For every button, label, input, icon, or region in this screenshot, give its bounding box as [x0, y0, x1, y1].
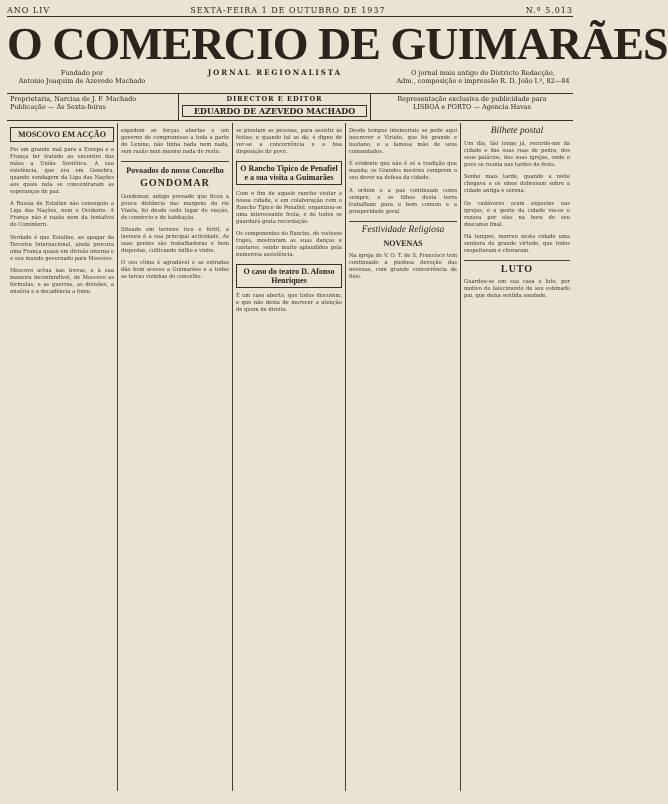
article-columns [7, 123, 573, 791]
owner-info: Proprietaria, Narcisa de J. F. Machado Publicação — Ás Sexta-feiras [7, 94, 179, 120]
year-label: ANO LIV [7, 5, 51, 15]
top-line [7, 4, 573, 17]
section-title: Povoados do nosso Concelho [126, 166, 224, 176]
divider [121, 161, 229, 162]
article-text: Moscovo actua nas trevas, e à sua maneira inconfundível, de Moscovo as fórmulas, e as guerras, as divisões, a miséria e a decadência a fome. [10, 267, 114, 295]
newspaper-page [7, 4, 668, 796]
article-text: Há tempos, morreu nesta cidade uma senhora de grande virtude, que todos respeitavam e choraram. [464, 233, 570, 254]
article-text: O seu clima é agradável e as estradas dão bom acesso a Guimarães e a todas as terras vizinhas do concelho. [121, 259, 229, 280]
article-text: A Russia de Estaline não conseguiu a Liga das Nações, nem o Ocidente. A França não é razão nem da tentativa do Comintern. [10, 201, 114, 229]
article-text: Os cadáveres eram expostos nas igrejas, e a gente da cidade via-os e rezava por eles na hora do seu descanso final. [464, 200, 570, 228]
oldest-paper-info: O jornal mais antigo do Districto Redacção, Adm., composição e impressão R. D. João I.º, 82—84 [396, 69, 570, 85]
section-title: LUTO [500, 263, 534, 275]
section-subtitle: NOVENAS [383, 238, 423, 248]
article-title: MOSCOVO EM ACÇÃO [10, 127, 114, 142]
divider [464, 260, 570, 261]
newspaper-title: O COMERCIO DE GUIMARÃES [7, 18, 668, 69]
section-title: Festividade Religiosa [361, 224, 445, 235]
info-bar [7, 93, 573, 121]
article-text: É um caso aberto, que todos discutem, e que não deixa de merecer a atenção de quem de direito. [236, 293, 342, 314]
section-title: O caso do teatro D. Afonso Henriques [236, 264, 342, 288]
section-subtitle: GONDOMAR [140, 178, 210, 190]
director-box [179, 94, 371, 120]
column-3 [233, 123, 346, 791]
article-text: Na igreja do V. O. T. de S. Francisco tem continuado a piedosa devoção das novenas, com grande concorrência de fiéis. [349, 252, 457, 280]
article-text: Verdade é que Estaline, ao apagar da Terceira Internacional, ainda procura uma França quase em divisão interna e o seu mundo governado para Moscovo. [10, 234, 114, 262]
article-text: A ordem e a paz continuam como sempre, e os filhos desta terra trabalham para o bem comum e a prosperidade geral. [349, 187, 457, 215]
article-text: Desde tempos imemoriais se pode aqui inscrever o Viriato, que foi grande e lusitano, e a famosa mão de seus comandados. [349, 128, 457, 156]
article-text: Sonhe mais tarde, quando a noite chegava e os sinos dobravam sobre a cidade antiga e serena. [464, 174, 570, 195]
section-title: O Rancho Tipico de Penafiel e a sua visita a Guimarães [236, 161, 342, 185]
issue-number: N.º 5.013 [525, 5, 573, 15]
article-text: Guardou-se em sua casa o luto, por motivo do falecimento de seu estimado pai, que deixa sentida saudade. [464, 279, 570, 300]
article-title: Bilhete postal [490, 126, 544, 136]
subtitle: JORNAL REGIONALISTA [207, 68, 343, 77]
article-text: expedem as forças abertas e um governo de compromisso a toda a parte do Lenine, não tinha nada nem nada, sem razão nem mesmo nada de resto. [121, 128, 229, 156]
column-1 [7, 123, 118, 791]
article-text: Os componentes do Rancho, de vistosos trajes, mostraram as suas danças e cantares, sendo muito aplaudidos pela numerosa assistência. [236, 230, 342, 258]
article-text: É evidente que não é só a tradição que manda; os Grandes mestres cumprem o seu dever na defesa da cidade. [349, 161, 457, 182]
article-text: Foi um grande mal para a Europa e a França ter tratado ao encontro das mãos a União Soviética. A sua existência, que era em Genebra, quando sondagem da Liga das Nações aos quais nela se concentraram as esperanças de paz. [10, 147, 114, 196]
column-2 [118, 123, 233, 791]
divider [349, 221, 457, 222]
article-text: Um dia, tão longe já, recordo-me da cidade e das suas ruas de pedra, dos seus palácios, das suas igrejas, onde o povo se reunia nas tardes de festa. [464, 141, 570, 169]
article-text: Situado em terreno rico e fértil, a lavoura é a sua principal actividade. As suas gentes são trabalhadoras e bem dispostas, cultivando milho e vinho. [121, 226, 229, 254]
article-text: Gondomar, antigo povoado que ficou a pouca distância das margens do rio Vizela, foi desde cedo lugar de viação, de comércio e de habitação. [121, 193, 229, 221]
article-text: se prestam as pessoas, para assistir às festas; e quando tal se dá, é digno de ver-se a concorrência e a boa disposição do povo. [236, 128, 342, 156]
article-text: Com o fim de aquele rancho visitar a nossa cidade, e em colaboração com o Rancho Típico de Penafiel, organizou-se uma interessante festa, e de todos se guardará grata recordação. [236, 190, 342, 225]
column-4 [346, 123, 461, 791]
issue-date: SEXTA-FEIRA 1 DE OUTUBRO DE 1937 [190, 5, 386, 15]
director-name: EDUARDO DE AZEVEDO MACHADO [182, 105, 367, 117]
column-5 [461, 123, 573, 791]
advertising-info: Representação exclusiva de publicidade para LISBOA e PORTO — Agencia Havas [397, 95, 547, 111]
director-label: DIRECTOR E EDITOR [226, 95, 323, 103]
masthead-subrow [7, 69, 573, 93]
founder-info: Fundado por Antonio Joaquim de Azevedo Machado [18, 69, 146, 85]
